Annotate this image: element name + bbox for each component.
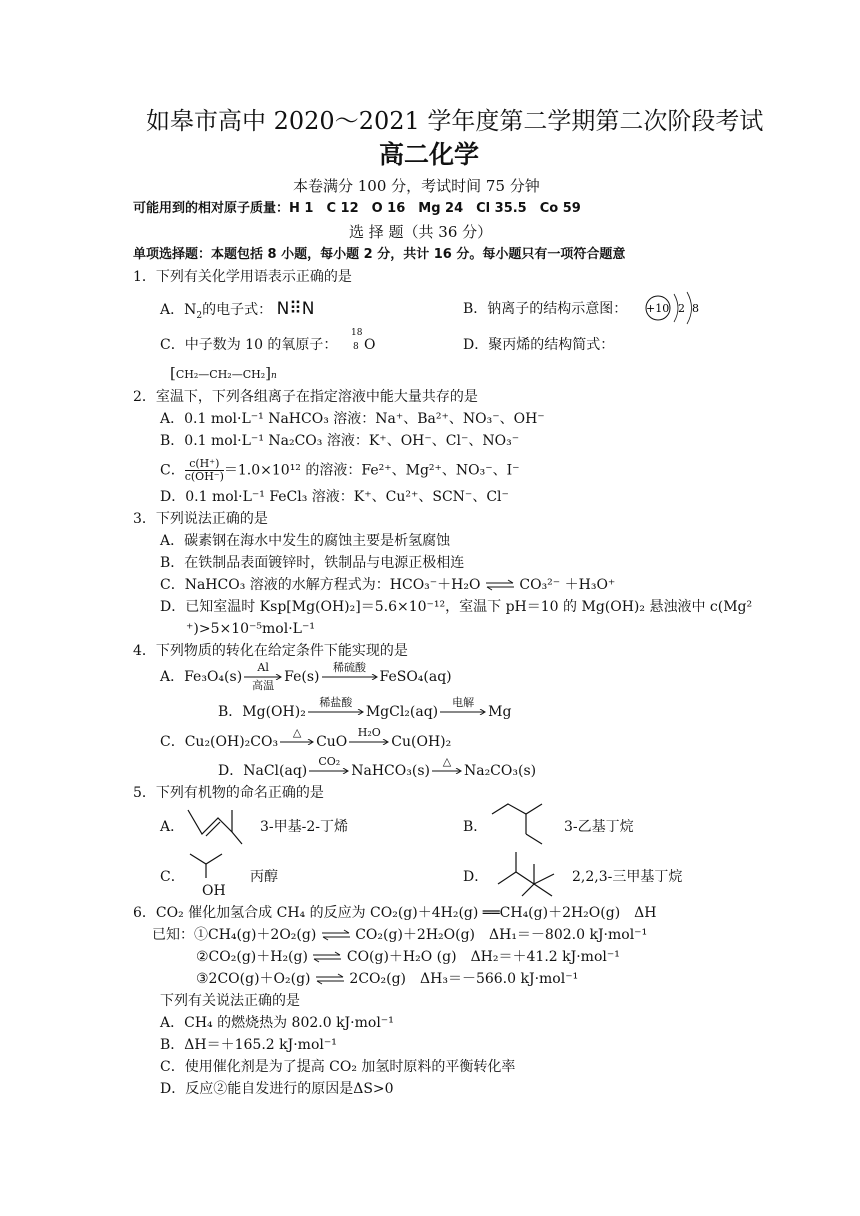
reaction-arrow <box>280 739 314 745</box>
q6-sub-stem: 下列有关说法正确的是 <box>160 993 300 1009</box>
q4-a-mid: Fe(s) <box>284 669 320 685</box>
q3-stem: 3．下列说法正确的是 <box>133 511 268 527</box>
structure-3-methyl-2-butene <box>184 804 246 848</box>
subject-title: 高二化学 <box>379 140 480 169</box>
q2-option-d: D．0.1 mol·L⁻¹ FeCl₃ 溶液：K⁺、Cu²⁺、SCN⁻、Cl⁻ <box>160 489 509 505</box>
sodium-nucleus: +10 <box>646 302 670 315</box>
q5-c-letter: C． <box>160 869 185 885</box>
q4-option-b <box>218 696 512 721</box>
q2-c-rest: ＝1.0×10¹² 的溶液：Fe²⁺、Mg²⁺、NO₃⁻、I⁻ <box>223 462 520 479</box>
q3-option-d-line1: D．已知室温时 Ksp[Mg(OH)₂]＝5.6×10⁻¹²，室温下 pH＝10 的 Mg(OH)₂ 悬浊液中 c(Mg² <box>160 599 753 615</box>
structure-propanol <box>188 850 228 880</box>
q3-c-left: C．NaHCO₃ 溶液的水解方程式为：HCO₃⁻＋H₂O <box>160 577 481 593</box>
q4-c-mid: CuO <box>316 734 348 750</box>
atomic-masses: 可能用到的相对原子质量：H 1 C 12 O 16 Mg 24 Cl 35.5 Co 59 <box>133 201 581 216</box>
q4-option-a <box>160 661 452 692</box>
q6-known-1 <box>152 926 647 944</box>
q5-d-name: 2,2,3-三甲基丁烷 <box>572 869 683 885</box>
q1-d-formula: CH₂—CH₂—CH₂ <box>175 368 266 381</box>
q6-known-2 <box>196 948 620 966</box>
q5-b-letter: B． <box>463 819 488 835</box>
exam-info: 本卷满分 100 分，考试时间 75 分钟 <box>293 177 540 195</box>
q3-option-a: A．碳素钢在海水中发生的腐蚀主要是析氢腐蚀 <box>160 533 451 549</box>
q1-d-n: n <box>270 371 277 381</box>
section-title: 选 择 题（共 36 分） <box>349 223 493 241</box>
q6-k2-left: ②CO₂(g)＋H₂(g) <box>196 949 308 965</box>
section-instructions: 单项选择题：本题包括 8 小题，每小题 2 分，共计 16 分。每小题只有一项符合题意 <box>133 247 626 262</box>
q5-a-name: 3-甲基-2-丁烯 <box>260 819 349 835</box>
q2-option-b: B．0.1 mol·L⁻¹ Na₂CO₃ 溶液：K⁺、OH⁻、Cl⁻、NO₃⁻ <box>160 433 520 449</box>
q4-a-end: FeSO₄(aq) <box>379 669 452 685</box>
q2-option-a: A．0.1 mol·L⁻¹ NaHCO₃ 溶液：Na⁺、Ba²⁺、NO₃⁻、OH⁻ <box>160 411 545 427</box>
q4-c-end: Cu(OH)₂ <box>391 734 452 750</box>
q4-d-arrow2-top: △ <box>442 755 452 768</box>
q6-known-3 <box>196 970 578 988</box>
q4-a-arrow1-top: Al <box>257 661 269 674</box>
reaction-arrow <box>308 709 364 715</box>
equilibrium-arrow <box>321 929 351 941</box>
q4-d-arrow1-top: CO₂ <box>318 755 341 768</box>
q6-option-a: A．CH₄ 的燃烧热为 802.0 kJ·mol⁻¹ <box>160 1015 394 1031</box>
q1-a-label2: 的电子式： <box>202 302 273 318</box>
q1-option-c: C．中子数为 10 的氧原子： <box>160 337 338 353</box>
q4-stem: 4．下列物质的转化在给定条件下能实现的是 <box>133 643 408 659</box>
q1-option-a: A．$N_2$的电子式： N⠿N <box>160 299 315 321</box>
q1-stem: 1．下列有关化学用语表示正确的是 <box>133 269 352 285</box>
q2-option-c <box>160 458 520 483</box>
concentration-ratio <box>185 458 224 483</box>
q6-k3-left: ③2CO(g)＋O₂(g) <box>196 971 311 987</box>
q1-c-mass: 18 <box>351 328 363 338</box>
q4-c-arrow2-top: H₂O <box>357 726 381 739</box>
q6-option-b: B．ΔH＝＋165.2 kJ·mol⁻¹ <box>160 1037 337 1053</box>
q2-stem: 2．室温下，下列各组离子在指定溶液中能大量共存的是 <box>133 389 478 405</box>
q4-b-arrow2-top: 电解 <box>452 696 475 709</box>
q4-b-mid: MgCl₂(aq) <box>365 704 439 720</box>
reaction-arrow <box>349 739 389 745</box>
sodium-shell-2: 8 <box>692 302 699 315</box>
equilibrium-arrow <box>315 973 345 985</box>
sodium-shell-1: 2 <box>678 302 685 315</box>
q4-d-start: D．NaCl(aq) <box>218 763 308 779</box>
q4-option-d <box>218 755 537 780</box>
equilibrium-arrow <box>312 951 342 963</box>
q5-c-name: 丙醇 <box>250 869 278 885</box>
q3-c-right: CO₃²⁻ ＋H₃O⁺ <box>519 577 616 593</box>
q6-stem: 6．CO₂ 催化加氢合成 CH₄ 的反应为 CO₂(g)＋4H₂(g) ══CH₄(g)＋2H₂O(g) ΔH <box>133 905 657 921</box>
q2-c-num: c(H⁺) <box>185 458 224 471</box>
q1-c-symbol: O <box>364 337 376 353</box>
q6-k1-left: 已知：①CH₄(g)＋2O₂(g) <box>152 927 317 943</box>
structure-223-trimethylbutane <box>496 850 558 898</box>
reaction-arrow <box>440 709 486 715</box>
sodium-ion-diagram <box>640 288 720 330</box>
q6-option-d: D．反应②能自发进行的原因是ΔS>0 <box>160 1081 394 1097</box>
q4-b-end: Mg <box>488 704 512 720</box>
q4-b-start: B．Mg(OH)₂ <box>218 704 306 720</box>
q1-a-label: A．N <box>160 302 197 318</box>
q4-a-start: A．Fe₃O₄(s) <box>160 669 243 685</box>
q4-option-c <box>160 726 452 751</box>
equilibrium-arrow <box>485 579 515 591</box>
reaction-arrow <box>432 768 462 774</box>
reaction-arrow <box>309 768 349 774</box>
q3-option-d-line2: ⁺)>5×10⁻⁵mol·L⁻¹ <box>186 621 315 637</box>
q4-a-arrow1-bot: 高温 <box>252 679 275 692</box>
q6-option-c: C．使用催化剂是为了提高 CO₂ 加氢时原料的平衡转化率 <box>160 1059 516 1075</box>
q4-b-arrow1-top: 稀盐酸 <box>319 696 353 709</box>
q2-c-den: c(OH⁻) <box>184 470 224 483</box>
q4-c-start: C．Cu₂(OH)₂CO₃ <box>160 734 279 750</box>
q5-c-oh: OH <box>202 883 226 899</box>
q5-b-name: 3-乙基丁烷 <box>564 819 634 835</box>
q1-option-d: D．聚丙烯的结构简式： <box>463 337 615 353</box>
q1-option-b: B．钠离子的结构示意图： <box>463 301 628 317</box>
q6-k2-right: CO(g)＋H₂O (g) ΔH₂＝＋41.2 kJ·mol⁻¹ <box>346 949 620 965</box>
q5-a-letter: A． <box>160 819 185 835</box>
structure-3-ethylbutane <box>490 800 556 850</box>
q4-d-end: Na₂CO₃(s) <box>463 763 537 779</box>
q2-c-prefix: C． <box>160 462 185 479</box>
q3-option-c <box>160 576 615 594</box>
q6-k1-right: CO₂(g)＋2H₂O(g) ΔH₁＝－802.0 kJ·mol⁻¹ <box>355 927 648 943</box>
reaction-arrow <box>322 674 378 680</box>
q6-k3-right: 2CO₂(g) ΔH₃＝－566.0 kJ·mol⁻¹ <box>349 971 579 987</box>
exam-title: 如皋市高中 2020～2021 学年度第二学期第二次阶段考试 <box>146 107 764 135</box>
q3-option-b: B．在铁制品表面镀锌时，铁制品与电源正极相连 <box>160 555 465 571</box>
q4-d-mid: NaHCO₃(s) <box>351 763 430 779</box>
q5-d-letter: D． <box>463 869 489 885</box>
q1-a-formula: N⠿N <box>276 299 315 319</box>
q4-c-arrow1-top: △ <box>292 726 302 739</box>
q4-a-arrow2-top: 稀硫酸 <box>333 661 366 674</box>
q5-stem: 5．下列有机物的命名正确的是 <box>133 785 324 801</box>
q1-c-atomic: 8 <box>353 342 359 352</box>
polypropylene-formula: [CH₂—CH₂—CH₂]n <box>170 364 277 382</box>
